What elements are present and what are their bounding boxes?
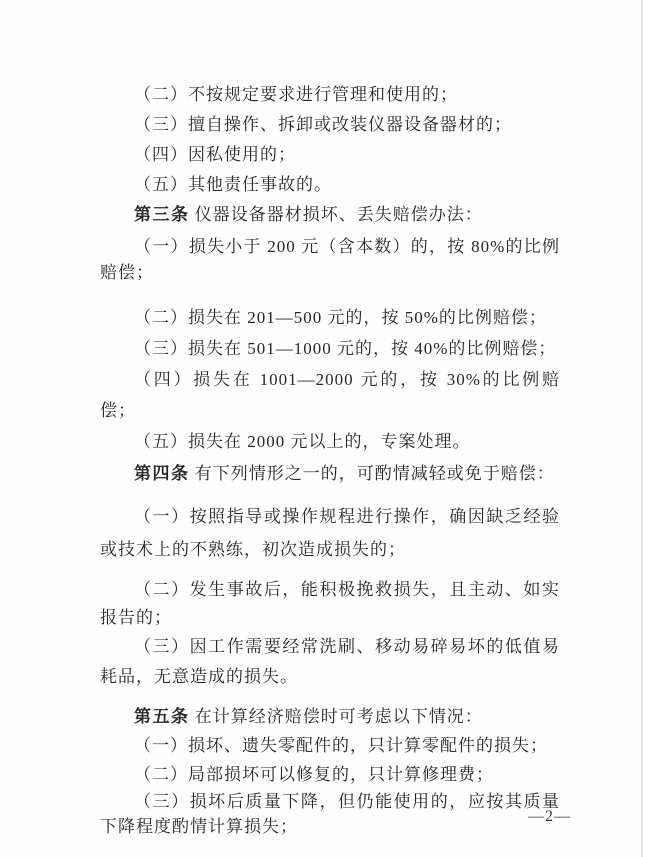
article-heading-paragraph: 第五条 在计算经济赔偿时可考虑以下情况：: [134, 707, 483, 726]
paragraph: （二）不按规定要求进行管理和使用的；: [134, 85, 458, 104]
document-body: [100, 80, 560, 839]
paragraph: （三）损坏后质量下降，但仍能使用的，应按其质量下降程度酌情计算损失；: [100, 792, 560, 836]
paragraph: （一）按照指导或操作规程进行操作，确因缺乏经验或技术上的不熟练，初次造成损失的；: [100, 507, 560, 559]
scan-edge-line: [641, 0, 643, 857]
paragraph: （三）擅自操作、拆卸或改装仪器设备器材的；: [134, 115, 512, 134]
page-number: —2—: [528, 808, 571, 825]
article-number: 第五条: [134, 707, 190, 726]
paragraph: （五）损失在 2000 元以上的，专案处理。: [134, 432, 471, 451]
article-number: 第三条: [134, 205, 190, 224]
paragraph: （一）损坏、遗失零配件的，只计算零配件的损失；: [134, 736, 548, 755]
article-heading-paragraph: 第三条 仪器设备器材损坏、丢失赔偿办法：: [134, 205, 483, 224]
paragraph: （二）发生事故后，能积极挽救损失，且主动、如实报告的；: [100, 580, 560, 627]
paragraph: （三）因工作需要经常洗刷、移动易碎易坏的低值易耗品，无意造成的损失。: [100, 637, 560, 686]
paragraph: （一）损失小于 200 元（含本数）的，按 80%的比例赔偿；: [100, 237, 560, 282]
paragraph: （二）损失在 201—500 元的，按 50%的比例赔偿；: [134, 308, 547, 327]
article-number: 第四条: [134, 464, 190, 483]
paragraph: （二）局部损坏可以修复的，只计算修理费；: [134, 765, 494, 784]
paragraph: （五）其他责任事故的。: [134, 175, 332, 194]
paragraph: （三）损失在 501—1000 元的，按 40%的比例赔偿；: [134, 339, 557, 358]
paragraph: （四）因私使用的；: [134, 145, 296, 164]
article-heading-paragraph: 第四条 有下列情形之一的，可酌情减轻或免于赔偿：: [134, 464, 555, 483]
paragraph: （四）损失在 1001—2000 元的，按 30%的比例赔偿；: [100, 370, 560, 420]
